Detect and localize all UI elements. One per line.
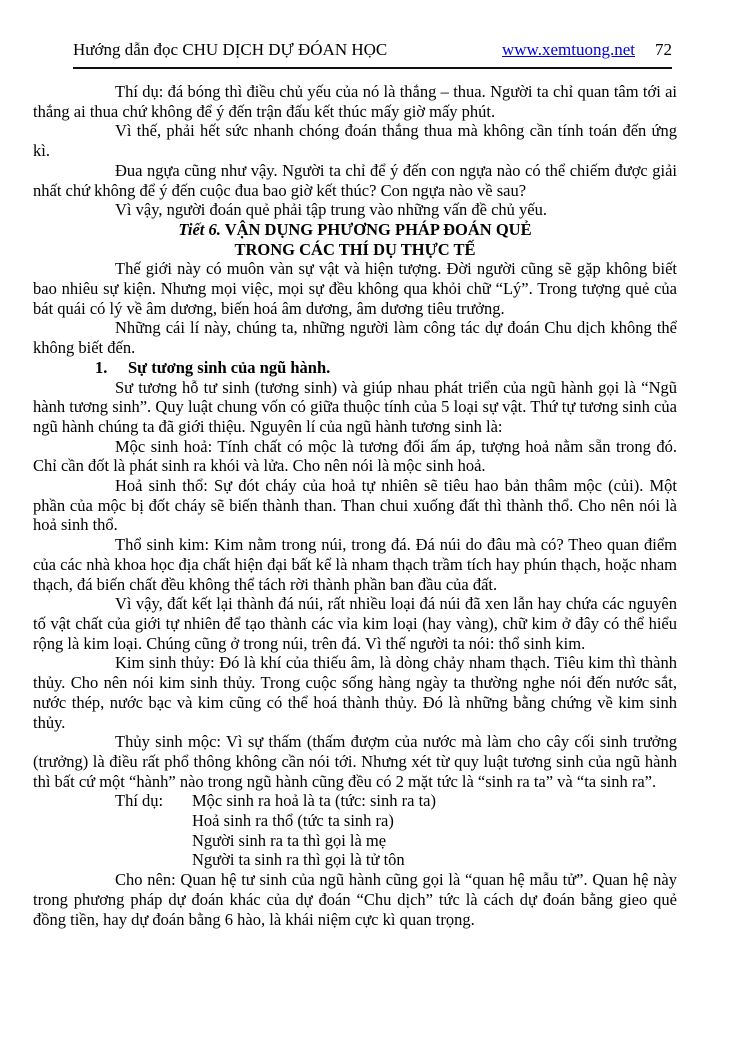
subsection-number: 1. (95, 357, 108, 377)
paragraph-cannot-ignore: Những cái lí này, chúng ta, những người làm công tác dự đoán Chu dịch không thể không biết đến. (33, 318, 677, 358)
section-title-part1: VẬN DỤNG PHƯƠNG PHÁP ĐOÁN QUẺ (224, 219, 532, 239)
example-label-empty (115, 850, 192, 870)
example-row-4 (33, 850, 677, 870)
paragraph-horse-race: Đua ngựa cũng như vậy. Người ta chỉ để ý đến con ngựa nào có thể chiếm được giải nhất chứ không để ý đến cuộc đua bao giờ kết thúc? Con ngựa nào về sau? (33, 160, 677, 200)
page-number: 72 (655, 40, 672, 59)
example-label: Thí dụ: (115, 791, 164, 811)
page-header (73, 40, 672, 60)
paragraph-example-football: Thí dụ: đá bóng thì điều chủ yếu của nó là thắng – thua. Người ta chỉ quan tâm tới ai thắng ai thua chứ không để ý đến trận đấu kết thúc mấy giờ mấy phút. (33, 82, 677, 121)
header-link[interactable]: www.xemtuong.net (502, 40, 635, 59)
example-label-empty (115, 811, 192, 831)
example-item-1: Mộc sinh ra hoả là ta (tức: sinh ra ta) (192, 791, 436, 811)
header-title: Hướng dẫn đọc CHU DỊCH DỰ ĐÓAN HỌC (73, 40, 388, 59)
paragraph-wood-generates-fire: Mộc sinh hoả: Tính chất có mộc là tương đối ấm áp, tượng hoả nằm sẵn trong đó. Chỉ cần đốt là phát sinh ra khói và lửa. Cho nên nói là mộc sinh hoả. (33, 436, 677, 476)
example-row-3 (33, 831, 677, 851)
paragraph-focus-main-issues: Vì vậy, người đoán quẻ phải tập trung vào những vấn đề chủ yếu. (115, 200, 547, 220)
example-item-3: Người sinh ra ta thì gọi là mẹ (192, 830, 387, 850)
example-row-2 (33, 811, 677, 831)
section-heading-line2: TRONG CÁC THÍ DỤ THỰC TẾ (234, 239, 476, 259)
paragraph-fire-generates-earth: Hoả sinh thổ: Sự đót cháy của hoả tự nhiên sẽ tiêu hao bản thâm mộc (củi). Một phần của mộc bị đốt cháy sẽ biến thành than. Than chui xuống đất thì thành thổ. Cho nên nói là hoả sinh thổ. (33, 476, 677, 535)
section-number: Tiết 6. (178, 219, 221, 239)
paragraph-quick-judgement: Vì thế, phải hết sức nhanh chóng đoán thắng thua mà không cần tính toán đến ứng kì. (33, 121, 677, 161)
example-item-4: Người ta sinh ra thì gọi là tử tôn (192, 850, 405, 870)
example-label-empty (115, 831, 192, 851)
header-rule (73, 67, 672, 69)
paragraph-metal-veins: Vì vậy, đất kết lại thành đá núi, rất nhiều loại đá núi đã xen lẫn hay chứa các nguyên tố vật chất của giới tự nhiên để tạo thành các vỉa kim loại (hay vàng), chữ kim ở đây có thể hiểu rộng là kim loại. Chúng cũng ở trong núi, trên đá. Vì thế người ta nói: thổ sinh kim. (33, 594, 677, 653)
document-body (33, 82, 677, 929)
section-heading-line1 (33, 220, 677, 240)
subsection-heading (33, 358, 677, 378)
paragraph-water-generates-wood: Thủy sinh mộc: Vì sự thấm (thấm đượm của nước mà làm cho cây cối sinh trưởng (trưởng) là điều rất phổ thông không cần nói tới. Nhưng xét từ quy luật tương sinh của ngũ hành thì bất cứ một “hành” nào trong ngũ hành cũng đều có 2 mặt tức là “sinh ra ta” và “ta sinh ra”. (33, 732, 677, 791)
paragraph-mutual-generation: Sư tương hỗ tư sinh (tương sinh) và giúp nhau phát triển của ngũ hành gọi là “Ngũ hành tương sinh”. Quy luật chung vốn có giữa thuộc tính của 5 loại sự vật. Thứ tự tương sinh của ngũ hành chúng ta đã giới thiệu. Nguyên lí của ngũ hành tương sinh là: (33, 377, 677, 436)
subsection-title: Sự tương sinh của ngũ hành. (128, 357, 331, 377)
example-row-1 (33, 791, 677, 811)
paragraph-earth-generates-metal: Thổ sinh kim: Kim nằm trong núi, trong đá. Đá núi do đâu mà có? Theo quan điểm của các nhà khoa học địa chất hiện đại bất kể là nham thạch trầm tích hay phún thạch, hoặc nham thạch, đá biến chất đều không thể tách rời thành phần ban đầu của đất. (33, 535, 677, 594)
paragraph-world-phenomena: Thế giới này có muôn vàn sự vật và hiện tượng. Đời người cũng sẽ gặp không biết bao nhiêu sự kiện. Nhưng mọi việc, mọi sự đều không qua khỏi chữ “Lý”. Trong tượng quẻ của bát quái có lý về âm dương, biến hoá âm dương, âm dương tiêu trưởng. (33, 259, 677, 318)
example-item-2: Hoả sinh ra thổ (tức ta sinh ra) (192, 811, 394, 831)
paragraph-metal-generates-water: Kim sinh thủy: Đó là khí của thiếu âm, là dòng chảy nham thạch. Tiêu kim thì thành thủy. Cho nên nói kim sinh thủy. Trong cuộc sống hàng ngày ta thường nghe nói đến nước sắt, nước thép, nước bạc và kim cũng có thể hoá thành thủy. Đó là những bằng chứng về kim sinh thủy. (33, 653, 677, 732)
paragraph-mother-child-relation: Cho nên: Quan hệ tư sinh của ngũ hành cũng gọi là “quan hệ mẫu tử”. Quan hệ này trong phương pháp dự đoán khác của dự đoán “Chu dịch” tức là cách dự đoán bằng gieo quẻ đồng tiền, hay dự đoán bằng 6 hào, là khái niệm cực kì quan trọng. (33, 870, 677, 929)
